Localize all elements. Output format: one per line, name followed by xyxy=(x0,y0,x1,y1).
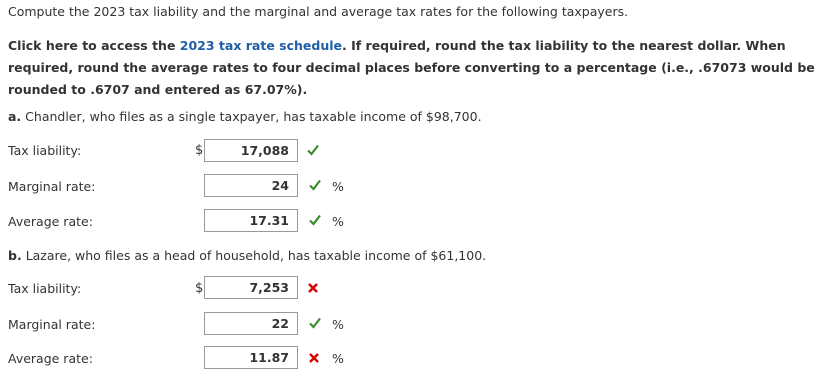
check-icon xyxy=(308,213,322,227)
percent-sign: % xyxy=(332,351,344,366)
part-b-letter: b. xyxy=(8,248,22,263)
percent-sign: % xyxy=(332,179,344,194)
part-b-average-input[interactable]: 11.87 xyxy=(204,346,298,369)
tax-rate-schedule-link[interactable]: 2023 tax rate schedule xyxy=(179,38,342,53)
x-icon xyxy=(307,351,321,365)
question-intro: Compute the 2023 tax liability and the marginal and average tax rates for the following taxpayers. xyxy=(8,4,629,19)
instructions xyxy=(8,35,820,101)
part-a-tax-liability-label: Tax liability: xyxy=(8,143,82,158)
part-a-average-label: Average rate: xyxy=(8,214,93,229)
instructions-before: Click here to access the xyxy=(8,38,180,53)
instructions-after: . If required, round the tax liability to the nearest dollar. When required, round the average rates to four decimal places before converting to a percentage (i.e., .67073 would be rounded to .6707 and entered as 67.07%). xyxy=(8,38,815,97)
percent-sign: % xyxy=(332,317,344,332)
part-b-marginal-input[interactable]: 22 xyxy=(204,312,298,335)
part-b-dollar-sign: $ xyxy=(195,281,204,296)
part-a-marginal-label: Marginal rate: xyxy=(8,179,96,194)
part-b-text: Lazare, who files as a head of household, has taxable income of $61,100. xyxy=(25,248,487,263)
percent-sign: % xyxy=(332,214,344,229)
part-a-tax-liability-input[interactable]: 17,088 xyxy=(204,139,298,162)
check-icon xyxy=(306,143,320,157)
check-icon xyxy=(308,316,322,330)
part-a-marginal-input[interactable]: 24 xyxy=(204,174,298,197)
part-a-letter: a. xyxy=(8,109,22,124)
part-a-text: Chandler, who files as a single taxpayer, has taxable income of $98,700. xyxy=(25,109,482,124)
x-icon xyxy=(306,281,320,295)
part-b-average-label: Average rate: xyxy=(8,351,93,366)
part-a-dollar-sign: $ xyxy=(195,143,204,158)
part-b-marginal-label: Marginal rate: xyxy=(8,317,96,332)
part-b-tax-liability-input[interactable]: 7,253 xyxy=(204,276,298,299)
part-b-tax-liability-label: Tax liability: xyxy=(8,281,82,296)
part-a-average-input[interactable]: 17.31 xyxy=(204,209,298,232)
part-b-prompt xyxy=(8,248,486,263)
check-icon xyxy=(308,178,322,192)
part-a-prompt xyxy=(8,109,482,124)
